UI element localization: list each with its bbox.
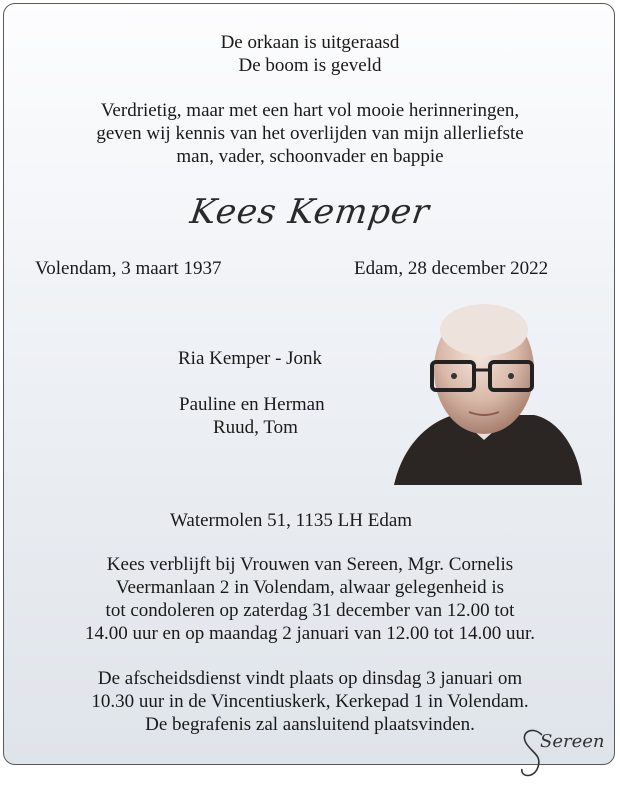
intro-line: Verdrietig, maar met een hart vol mooie herinneringen, (100, 100, 520, 121)
visitation-line: tot condoleren op zaterdag 31 december van 12.00 tot (105, 600, 515, 621)
spouse-name: Ria Kemper - Jonk (178, 348, 323, 369)
service-line: 10.30 uur in de Vincentiuskerk, Kerkepad 1 in Volendam. (91, 691, 529, 712)
logo-text: Sereen (540, 731, 605, 752)
address: Watermolen 51, 1135 LH Edam (170, 510, 413, 531)
intro-line: geven wij kennis van het overlijden van mijn allerliefste (96, 123, 524, 144)
children-line: Ruud, Tom (213, 417, 298, 438)
poem-line: De boom is geveld (238, 55, 382, 76)
death-date: Edam, 28 december 2022 (354, 258, 549, 279)
portrait-photo (384, 290, 584, 490)
children-line: Pauline en Herman (179, 394, 325, 415)
service-line: De afscheidsdienst vindt plaats op dinsdag 3 januari om (97, 668, 523, 689)
obituary-card (3, 3, 615, 765)
sereen-logo (512, 705, 612, 785)
birth-date: Volendam, 3 maart 1937 (35, 258, 222, 279)
intro-line: man, vader, schoonvader en bappie (176, 146, 444, 167)
deceased-name: Kees Kemper (187, 192, 433, 232)
poem-line: De orkaan is uitgeraasd (220, 32, 400, 53)
visitation-line: 14.00 uur en op maandag 2 januari van 12.00 tot 14.00 uur. (84, 623, 536, 644)
service-line: De begrafenis zal aansluitend plaatsvinden. (145, 714, 475, 735)
visitation-line: Veermanlaan 2 in Volendam, alwaar gelegenheid is (115, 577, 505, 598)
visitation-line: Kees verblijft bij Vrouwen van Sereen, Mgr. Cornelis (106, 554, 514, 575)
